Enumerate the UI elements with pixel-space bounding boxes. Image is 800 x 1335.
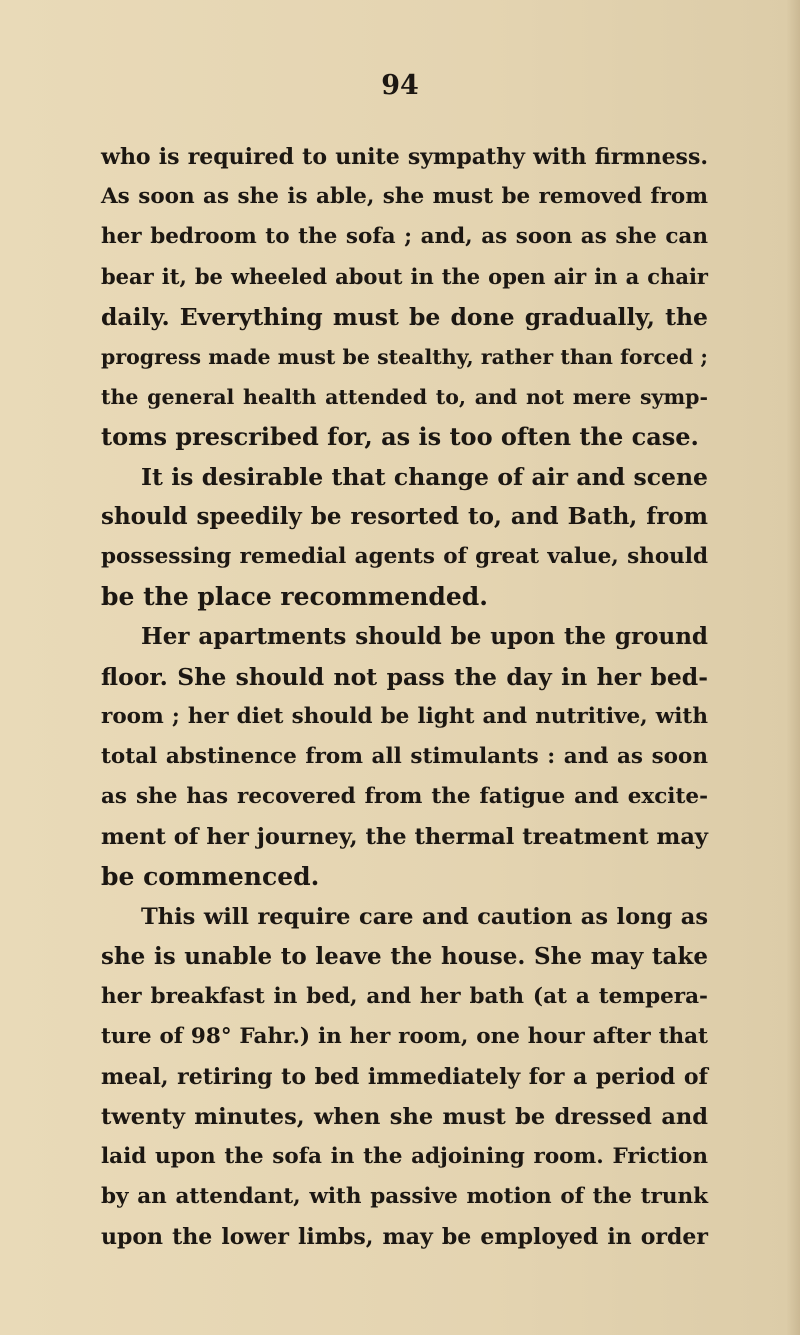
- text-line: her breakfast in bed, and her bath (at a tempera-: [101, 984, 708, 1009]
- text-line: ture of 98° Fahr.) in her room, one hour after that: [101, 1024, 708, 1049]
- text-line: she is unable to leave the house. She may take: [101, 943, 708, 970]
- text-line: bear it, be wheeled about in the open air in a chair: [101, 264, 708, 289]
- text-line: daily. Everything must be done gradually, the: [101, 303, 708, 331]
- text-line: be the place recommended.: [101, 582, 488, 611]
- text-line: ment of her journey, the thermal treatment may: [101, 824, 708, 850]
- text-line: As soon as she is able, she must be removed from: [101, 184, 708, 209]
- text-line: her bedroom to the sofa ; and, as soon as she can: [101, 224, 708, 249]
- paragraph-first-line: It is desirable that change of air and scene: [141, 463, 708, 491]
- text-line: the general health attended to, and not mere symp-: [101, 385, 708, 409]
- text-line: possessing remedial agents of great value, should: [101, 544, 708, 569]
- text-line: be commenced.: [101, 862, 320, 891]
- text-line: twenty minutes, when she must be dressed and: [101, 1104, 708, 1130]
- text-line: upon the lower limbs, may be employed in order: [101, 1224, 708, 1250]
- paragraph-first-line: This will require care and caution as long as: [141, 904, 708, 930]
- text-line: room ; her diet should be light and nutritive, with: [101, 704, 708, 729]
- text-line: laid upon the sofa in the adjoining room. Friction: [101, 1144, 708, 1169]
- text-line: progress made must be stealthy, rather than forced ;: [101, 345, 708, 369]
- text-line: total abstinence from all stimulants : and as soon: [101, 744, 708, 769]
- text-line: floor. She should not pass the day in her bed-: [101, 663, 708, 691]
- text-line: as she has recovered from the fatigue and excite-: [101, 784, 708, 809]
- paragraph-first-line: Her apartments should be upon the ground: [141, 623, 708, 650]
- text-line: toms prescribed for, as is too often the case.: [101, 422, 699, 451]
- text-line: by an attendant, with passive motion of the trunk: [101, 1184, 708, 1209]
- page-number: 94: [381, 70, 419, 101]
- text-line: should speedily be resorted to, and Bath, from: [101, 503, 708, 530]
- text-line: meal, retiring to bed immediately for a period of: [101, 1064, 708, 1090]
- text-line: who is required to unite sympathy with firmness.: [101, 144, 708, 170]
